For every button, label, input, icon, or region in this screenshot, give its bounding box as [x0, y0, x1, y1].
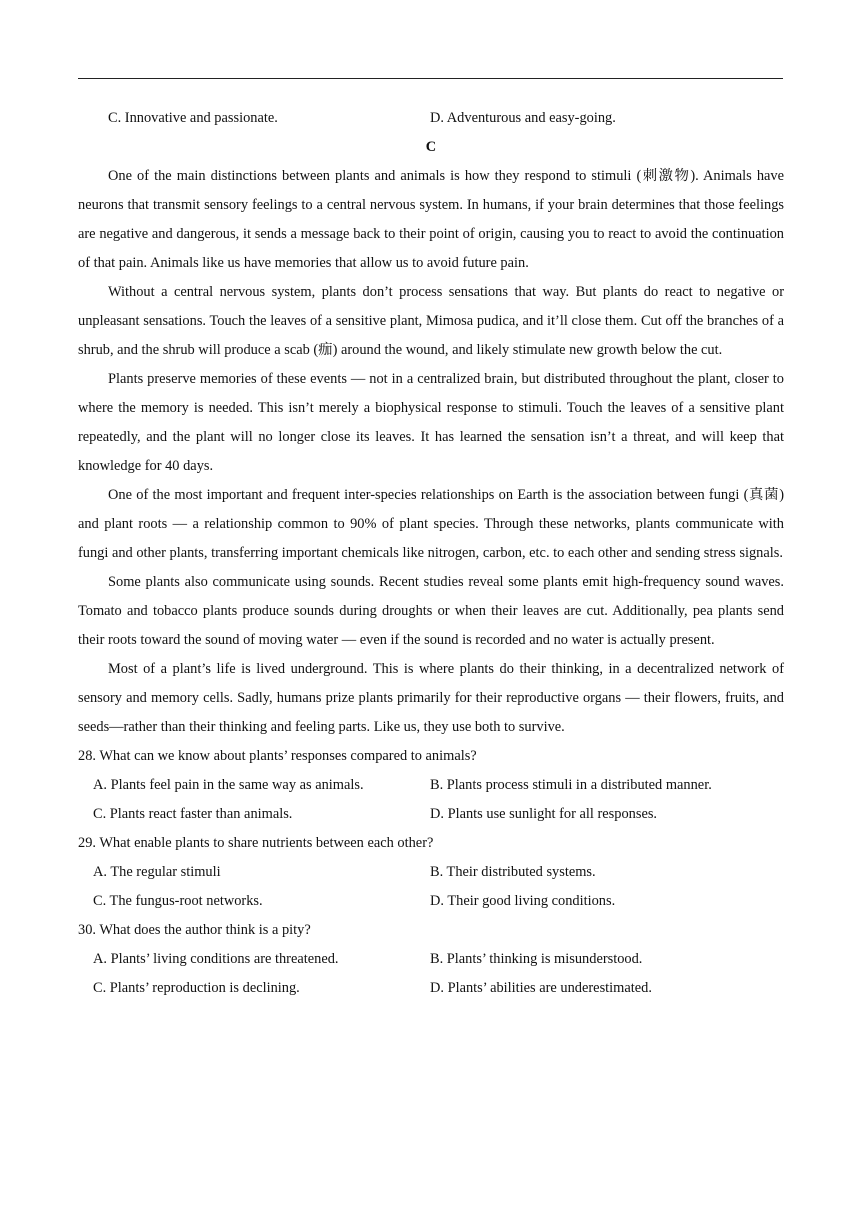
- option-row: [78, 858, 784, 887]
- option-d: D. Adventurous and easy-going.: [430, 110, 616, 126]
- passage-paragraph-3: Plants preserve memories of these events — not in a centralized brain, but distributed throughout the plant, closer to where the memory is needed. This isn’t merely a biophysical response to stimuli. Touch the leaves of a sensitive plant repeatedly, and the plant will no longer close its leaves. It has learned the sensation isn’t a threat, and will keep that knowledge for 40 days.: [78, 371, 784, 474]
- option-row: [78, 800, 784, 829]
- option-b: B. Plants’ thinking is misunderstood.: [430, 951, 643, 967]
- option-a: A. Plants’ living conditions are threatened.: [93, 951, 339, 967]
- option-row: [78, 771, 784, 800]
- previous-question-options: [78, 104, 784, 133]
- question-30: [78, 916, 784, 1003]
- section-label: C: [425, 139, 437, 155]
- option-d: D. Their good living conditions.: [430, 893, 616, 909]
- option-a: A. The regular stimuli: [93, 864, 221, 880]
- passage-paragraph-1: One of the main distinctions between plants and animals is how they respond to stimuli (刺激物). Animals have neurons that transmit sensory feelings to a central nervous system. In humans, if your brain determines that those feelings are negative and dangerous, it sends a message back to their point of origin, causing you to react to avoid the continuation of that pain. Animals like us have memories that allow us to avoid future pain.: [78, 168, 784, 271]
- question-stem: 30. What does the author think is a pity?: [78, 922, 311, 938]
- option-c: C. The fungus-root networks.: [93, 893, 263, 909]
- option-row: [78, 945, 784, 974]
- option-a: A. Plants feel pain in the same way as animals.: [93, 777, 364, 793]
- option-d: D. Plants use sunlight for all responses.: [430, 806, 658, 822]
- reading-passage: [78, 162, 784, 742]
- option-c: C. Innovative and passionate.: [108, 110, 278, 126]
- passage-paragraph-5: Some plants also communicate using sounds. Recent studies reveal some plants emit high-frequency sound waves. Tomato and tobacco plants produce sounds during droughts or when their leaves are cut. Additionally, pea plants send their roots toward the sound of moving water — even if the sound is recorded and no water is actually present.: [78, 574, 784, 648]
- option-c: C. Plants react faster than animals.: [93, 806, 293, 822]
- header-rule: [78, 78, 783, 79]
- option-b: B. Plants process stimuli in a distributed manner.: [430, 777, 712, 793]
- passage-paragraph-4: One of the most important and frequent inter-species relationships on Earth is the association between fungi (真菌) and plant roots — a relationship common to 90% of plant species. Through these networks, plants communicate with fungi and other plants, transferring important chemicals like nitrogen, carbon, etc. to each other and sending stress signals.: [78, 487, 784, 561]
- question-stem: 28. What can we know about plants’ responses compared to animals?: [78, 748, 477, 764]
- page-content: [78, 104, 784, 1003]
- option-c: C. Plants’ reproduction is declining.: [93, 980, 300, 996]
- option-b: B. Their distributed systems.: [430, 864, 596, 880]
- option-row: [78, 974, 784, 1003]
- question-stem: 29. What enable plants to share nutrients between each other?: [78, 835, 434, 851]
- question-29: [78, 829, 784, 916]
- question-28: [78, 742, 784, 829]
- passage-paragraph-2: Without a central nervous system, plants don’t process sensations that way. But plants do react to negative or unpleasant sensations. Touch the leaves of a sensitive plant, Mimosa pudica, and it’ll close them. Cut off the branches of a shrub, and the shrub will produce a scab (痂) around the wound, and likely stimulate new growth below the cut.: [78, 284, 784, 358]
- passage-paragraph-6: Most of a plant’s life is lived underground. This is where plants do their thinking, in a decentralized network of sensory and memory cells. Sadly, humans prize plants primarily for their reproductive organs — their flowers, fruits, and seeds—rather than their thinking and feeling parts. Like us, they use both to survive.: [78, 661, 784, 735]
- option-d: D. Plants’ abilities are underestimated.: [430, 980, 652, 996]
- option-row: [78, 887, 784, 916]
